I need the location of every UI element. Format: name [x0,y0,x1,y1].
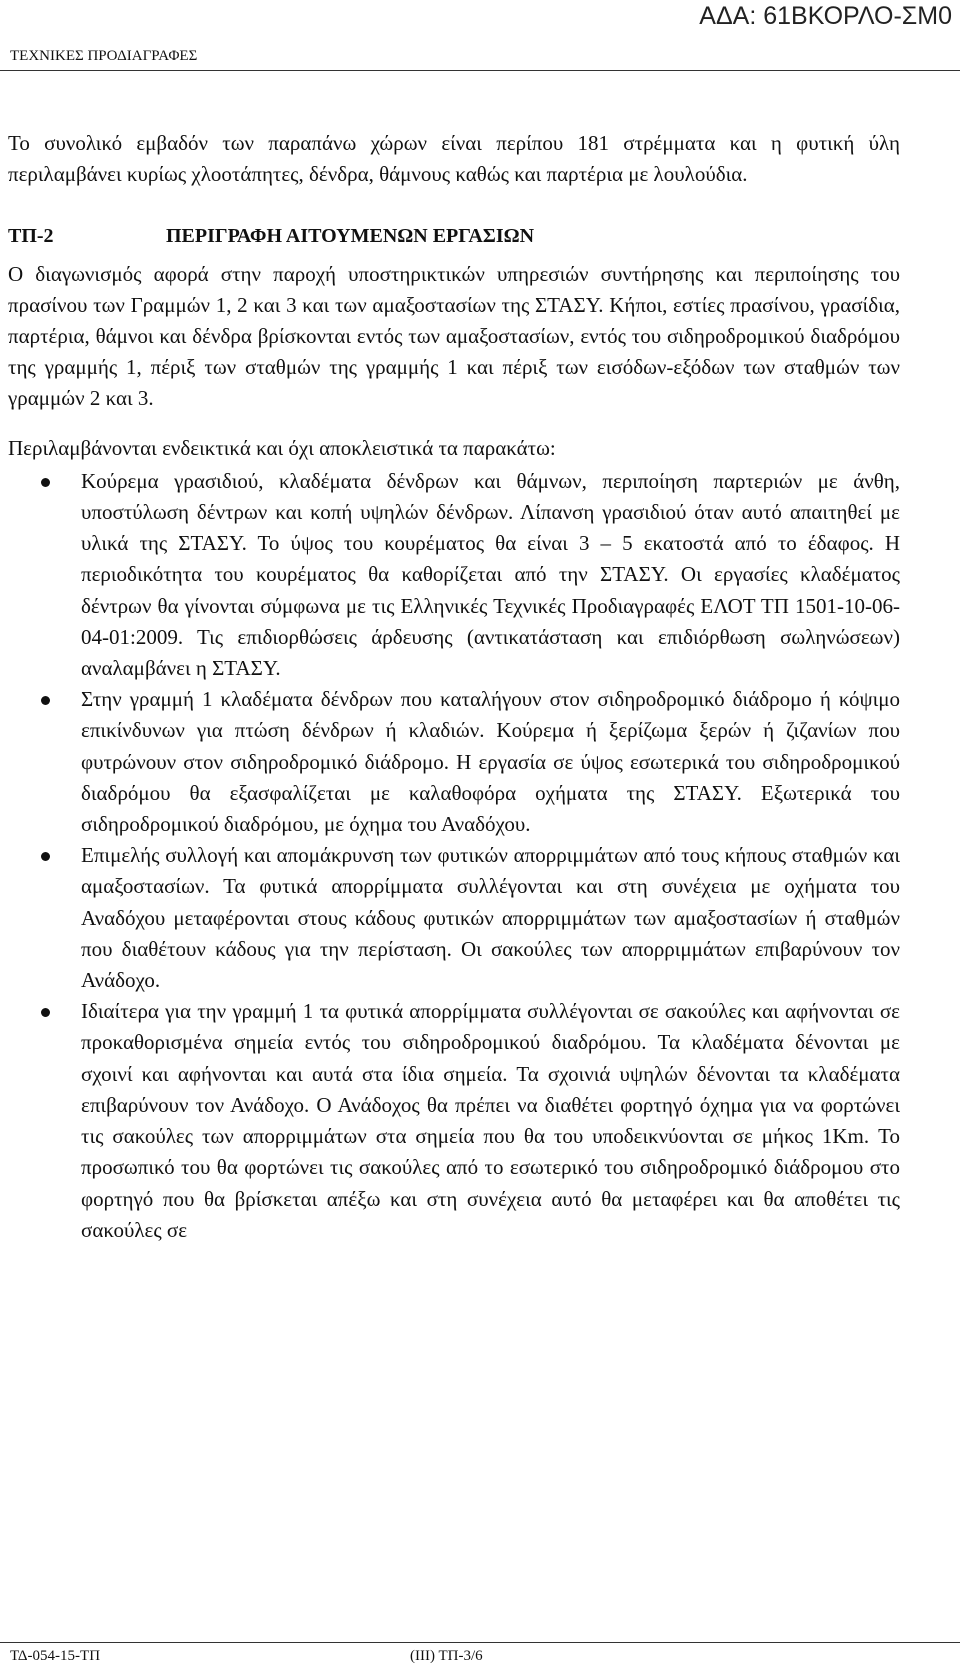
footer-divider [0,1642,960,1643]
task-text: Ιδιαίτερα για την γραμμή 1 τα φυτικά απορρίμματα συλλέγονται σε σακούλες και αφήνονται σε προκαθορισμένα σημεία εντός του σιδηροδρομικού διαδρόμου. Τα κλαδέματα δένονται με σχοινί και αφήνονται και αυτά στα ίδια σημεία. Τα σχοινιά υψηλών δένονται τα κλαδέματα επιβαρύνουν τον Ανάδοχο. Ο Ανάδοχος θα πρέπει να διαθέτει φορτηγό όχημα για να φορτώνει τις σακούλες των απορριμμάτων στα σημεία που θα του υποδεικνύονται σε μήκος 1Km. Το προσωπικό του θα φορτώνει τις σακούλες από το εσωτερικό του σιδηροδρομικό διάδρομου στο φορτηγό που θα βρίσκεται απέξω και στη συνέχεια αυτό θα μεταφέρει και θα αποθέτει τις σακούλες σε [81,999,900,1242]
task-item [8,466,900,684]
task-item [8,684,900,840]
task-text: Στην γραμμή 1 κλαδέματα δένδρων που καταλήγουν στον σιδηροδρομικό διάδρομο ή κόψιμο επικίνδυνων για πτώση δένδρων ή κλαδιών. Κούρεμα ή ξερίζωμα ξερών ή ζιζανίων που φυτρώνουν στον σιδηροδρομικό διάδρομο. Η εργασία σε ύψος εσωτερικά του σιδηροδρομικού διαδρόμου θα εξασφαλίζεται με καλαθοφόρα οχήματα της ΣΤΑΣΥ. Εξωτερικά του σιδηροδρομικού διαδρόμου, με όχημα του Αναδόχου. [81,687,900,837]
section-title: ΠΕΡΙΓΡΑΦΗ ΑΙΤΟΥΜΕΝΩΝ ΕΡΓΑΣΙΩΝ [166,225,535,248]
includes-intro: Περιλαμβάνονται ενδεικτικά και όχι αποκλειστικά τα παρακάτω: [8,435,556,460]
section-description: Ο διαγωνισμός αφορά στην παροχή υποστηρικτικών υπηρεσιών συντήρησης και περιποίησης του πρασίνου των Γραμμών 1, 2 και 3 και των αμαξοστασίων της ΣΤΑΣΥ. Κήποι, εστίες πρασίνου, γρασίδια, παρτέρια, θάμνοι και δένδρα βρίσκονται εντός των αμαξοστασίων, εντός του σιδηροδρομικού διαδρόμου της γραμμής 1, πέριξ των σταθμών της γραμμής 1 και πέριξ των εισόδων-εξόδων των σταθμών των γραμμών 2 και 3. [8,261,900,411]
bullet-icon [41,696,50,705]
task-item [8,996,900,1246]
bullet-icon [41,478,50,487]
footer-doc-code: ΤΔ-054-15-ΤΠ [10,1648,101,1664]
bullet-icon [41,852,50,861]
document-type-header: ΤΕΧΝΙΚΕΣ ΠΡΟΔΙΑΓΡΑΦΕΣ [10,48,198,64]
task-list [8,466,900,1246]
task-text: Κούρεμα γρασιδιού, κλαδέματα δένδρων και θάμνων, περιποίηση παρτεριών με άνθη, υποστύλωση δέντρων και κοπή υψηλών δένδρων. Λίπανση γρασιδιού όταν αυτό απαιτηθεί με υλικά της ΣΤΑΣΥ. Το ύψος του κουρέματος θα είναι 3 – 5 εκατοστά από το έδαφος. Η περιοδικότητα του κουρέματος θα καθορίζεται από την ΣΤΑΣΥ. Οι εργασίες κλαδέματος δέντρων θα γίνονται σύμφωνα με τις Ελληνικές Τεχνικές Προδιαγραφές ΕΛΟΤ ΤΠ 1501-10-06-04-01:2009. Τις επιδιορθώσεις άρδευσης (αντικατάσταση και επιδιόρθωση σωληνώσεων) αναλαμβάνει η ΣΤΑΣΥ. [81,468,900,681]
section-code: ΤΠ-2 [8,225,54,248]
intro-paragraph: Το συνολικό εμβαδόν των παραπάνω χώρων είναι περίπου 181 στρέμματα και η φυτική ύλη περιλαμβάνει κυρίως χλοοτάπητες, δένδρα, θάμνους καθώς και παρτέρια με λουλούδια. [8,131,900,187]
bullet-icon [41,1008,50,1017]
header-divider [0,70,960,71]
footer-page-number: (ΙΙΙ) ΤΠ-3/6 [410,1648,483,1664]
task-item [8,840,900,996]
ada-code: ΑΔΑ: 61ΒΚΟΡΛΟ-ΣΜ0 [699,2,952,30]
document-body [8,128,900,1246]
task-text: Επιμελής συλλογή και απομάκρυνση των φυτικών απορριμμάτων από τους κήπους σταθμών και αμαξοστασίων. Τα φυτικά απορρίμματα συλλέγονται και στη συνέχεια με οχήματα του Αναδόχου μεταφέρονται στους κάδους φυτικών απορριμμάτων των αμαξοστασίων ή σταθμών που διαθέτουν κάδους για την περίσταση. Οι σακούλες των απορριμμάτων επιβαρύνουν τον Ανάδοχο. [81,843,900,993]
section-heading [8,221,900,252]
